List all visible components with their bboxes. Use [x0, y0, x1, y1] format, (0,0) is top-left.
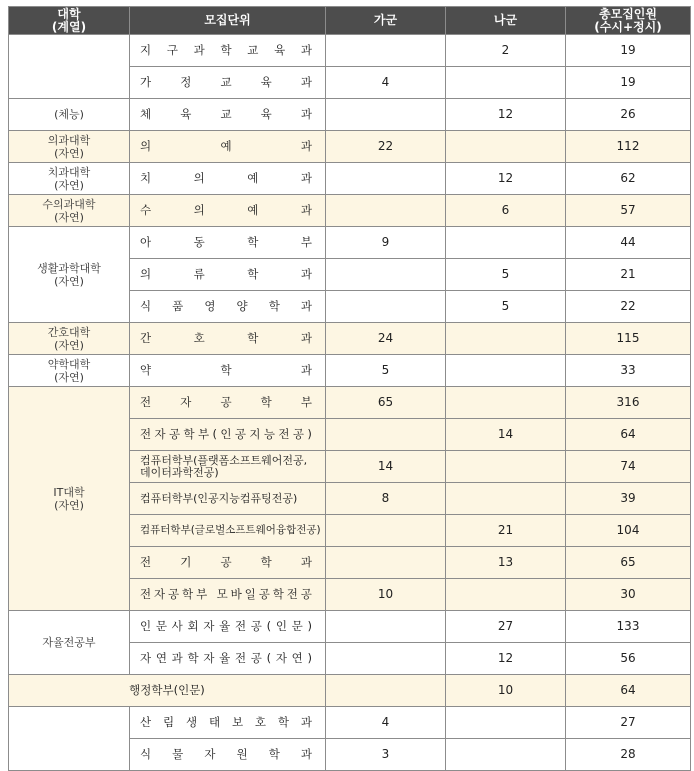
college-cell: 자율전공부	[9, 611, 130, 675]
total-cell: 19	[566, 35, 691, 67]
table-row	[9, 99, 691, 131]
table-row	[9, 675, 691, 707]
dept-cell: 컴퓨터학부(인공지능컴퓨팅전공)	[130, 483, 326, 515]
dept-cell	[130, 419, 326, 451]
ga-cell	[326, 515, 446, 547]
table-row	[9, 35, 691, 67]
college-cell: 생활과학대학 (자연)	[9, 227, 130, 323]
ga-cell: 3	[326, 739, 446, 771]
ga-cell: 10	[326, 579, 446, 611]
dept-cell	[130, 355, 326, 387]
dept-cell: 컴퓨터학부(글로벌소프트웨어융합전공)	[130, 515, 326, 547]
na-cell	[446, 387, 566, 419]
ga-cell	[326, 195, 446, 227]
dept-cell	[130, 67, 326, 99]
header-ga: 가군	[326, 7, 446, 35]
dept-cell	[130, 611, 326, 643]
dept-cell	[130, 291, 326, 323]
dept-label: 약 학 과	[140, 363, 312, 377]
ga-cell	[326, 35, 446, 67]
total-cell: 33	[566, 355, 691, 387]
college-cell: (체능)	[9, 99, 130, 131]
na-cell	[446, 483, 566, 515]
ga-cell: 65	[326, 387, 446, 419]
table-row	[9, 707, 691, 739]
dept-label: 지 구 과 학 교 육 과	[140, 43, 312, 57]
ga-cell	[326, 675, 446, 707]
table-row	[9, 323, 691, 355]
na-cell	[446, 67, 566, 99]
dept-label: 가 정 교 육 과	[140, 75, 312, 89]
dept-cell	[130, 387, 326, 419]
dept-cell	[130, 227, 326, 259]
college-cell: 의과대학 (자연)	[9, 131, 130, 163]
dept-label: 간 호 학 과	[140, 331, 312, 345]
total-cell: 26	[566, 99, 691, 131]
college-cell: 수의과대학 (자연)	[9, 195, 130, 227]
na-cell: 21	[446, 515, 566, 547]
table-row	[9, 195, 691, 227]
table-row	[9, 131, 691, 163]
total-cell: 133	[566, 611, 691, 643]
dept-label: 아 동 학 부	[140, 235, 312, 249]
table-row	[9, 387, 691, 419]
total-cell: 28	[566, 739, 691, 771]
header-unit: 모집단위	[130, 7, 326, 35]
total-cell: 115	[566, 323, 691, 355]
total-cell: 39	[566, 483, 691, 515]
college-cell: 치과대학 (자연)	[9, 163, 130, 195]
ga-cell	[326, 643, 446, 675]
total-cell: 57	[566, 195, 691, 227]
ga-cell	[326, 611, 446, 643]
dept-label: 전 자 공 학 부 ( 인 공 지 능 전 공 )	[140, 427, 312, 441]
na-cell: 12	[446, 643, 566, 675]
dept-cell	[130, 739, 326, 771]
dept-label: 전 자 공 학 부	[140, 395, 312, 409]
dept-label: 전 자 공 학 부 모 바 일 공 학 전 공	[140, 587, 312, 601]
table-row	[9, 355, 691, 387]
na-cell: 13	[446, 547, 566, 579]
total-cell: 104	[566, 515, 691, 547]
total-cell: 112	[566, 131, 691, 163]
dept-cell	[130, 195, 326, 227]
total-cell: 44	[566, 227, 691, 259]
dept-cell	[130, 643, 326, 675]
table-row	[9, 163, 691, 195]
na-cell	[446, 451, 566, 483]
na-cell	[446, 323, 566, 355]
na-cell	[446, 579, 566, 611]
total-cell: 56	[566, 643, 691, 675]
ga-cell	[326, 291, 446, 323]
ga-cell: 22	[326, 131, 446, 163]
header-row	[9, 7, 691, 35]
na-cell: 27	[446, 611, 566, 643]
ga-cell: 24	[326, 323, 446, 355]
dept-cell	[130, 259, 326, 291]
na-cell	[446, 227, 566, 259]
na-cell: 14	[446, 419, 566, 451]
na-cell: 2	[446, 35, 566, 67]
na-cell: 5	[446, 259, 566, 291]
dept-label: 의 예 과	[140, 139, 312, 153]
na-cell: 12	[446, 163, 566, 195]
na-cell	[446, 355, 566, 387]
ga-cell	[326, 99, 446, 131]
dept-cell	[130, 163, 326, 195]
header-college: 대학 (계열)	[9, 7, 130, 35]
college-cell: 간호대학 (자연)	[9, 323, 130, 355]
ga-cell: 9	[326, 227, 446, 259]
na-cell	[446, 739, 566, 771]
dept-label: 자 연 과 학 자 율 전 공 ( 자 연 )	[140, 651, 312, 665]
na-cell: 5	[446, 291, 566, 323]
ga-cell	[326, 163, 446, 195]
dept-cell: 컴퓨터학부(플랫폼소프트웨어전공, 데이터과학전공)	[130, 451, 326, 483]
ga-cell: 14	[326, 451, 446, 483]
ga-cell: 8	[326, 483, 446, 515]
dept-label: 의 류 학 과	[140, 267, 312, 281]
na-cell	[446, 707, 566, 739]
ga-cell	[326, 547, 446, 579]
na-cell: 6	[446, 195, 566, 227]
total-cell: 316	[566, 387, 691, 419]
dept-label: 치 의 예 과	[140, 171, 312, 185]
dept-label: 전 기 공 학 과	[140, 555, 312, 569]
total-cell: 22	[566, 291, 691, 323]
dept-cell	[130, 99, 326, 131]
ga-cell	[326, 419, 446, 451]
admissions-table	[8, 6, 691, 771]
dept-label: 수 의 예 과	[140, 203, 312, 217]
total-cell: 65	[566, 547, 691, 579]
table-row	[9, 227, 691, 259]
dept-label: 체 육 교 육 과	[140, 107, 312, 121]
total-cell: 21	[566, 259, 691, 291]
college-cell	[9, 707, 130, 771]
dept-label: 식 품 영 양 학 과	[140, 299, 312, 313]
dept-label: 산 림 생 태 보 호 학 과	[140, 715, 312, 729]
dept-label: 식 물 자 원 학 과	[140, 747, 312, 761]
total-cell: 27	[566, 707, 691, 739]
dept-label: 인 문 사 회 자 율 전 공 ( 인 문 )	[140, 619, 312, 633]
dept-cell	[130, 707, 326, 739]
total-cell: 19	[566, 67, 691, 99]
dept-cell	[130, 547, 326, 579]
header-total: 총모집인원 (수시+정시)	[566, 7, 691, 35]
total-cell: 62	[566, 163, 691, 195]
na-cell: 10	[446, 675, 566, 707]
ga-cell	[326, 259, 446, 291]
dept-cell	[130, 579, 326, 611]
college-cell: IT대학 (자연)	[9, 387, 130, 611]
table-row	[9, 611, 691, 643]
college-cell: 약학대학 (자연)	[9, 355, 130, 387]
dept-cell	[130, 35, 326, 67]
college-cell	[9, 35, 130, 99]
ga-cell: 4	[326, 707, 446, 739]
ga-cell: 4	[326, 67, 446, 99]
ga-cell: 5	[326, 355, 446, 387]
na-cell	[446, 131, 566, 163]
total-cell: 64	[566, 419, 691, 451]
dept-cell	[130, 131, 326, 163]
total-cell: 74	[566, 451, 691, 483]
dept-cell	[130, 323, 326, 355]
dept-cell: 행정학부(인문)	[9, 675, 326, 707]
total-cell: 30	[566, 579, 691, 611]
na-cell: 12	[446, 99, 566, 131]
header-na: 나군	[446, 7, 566, 35]
total-cell: 64	[566, 675, 691, 707]
